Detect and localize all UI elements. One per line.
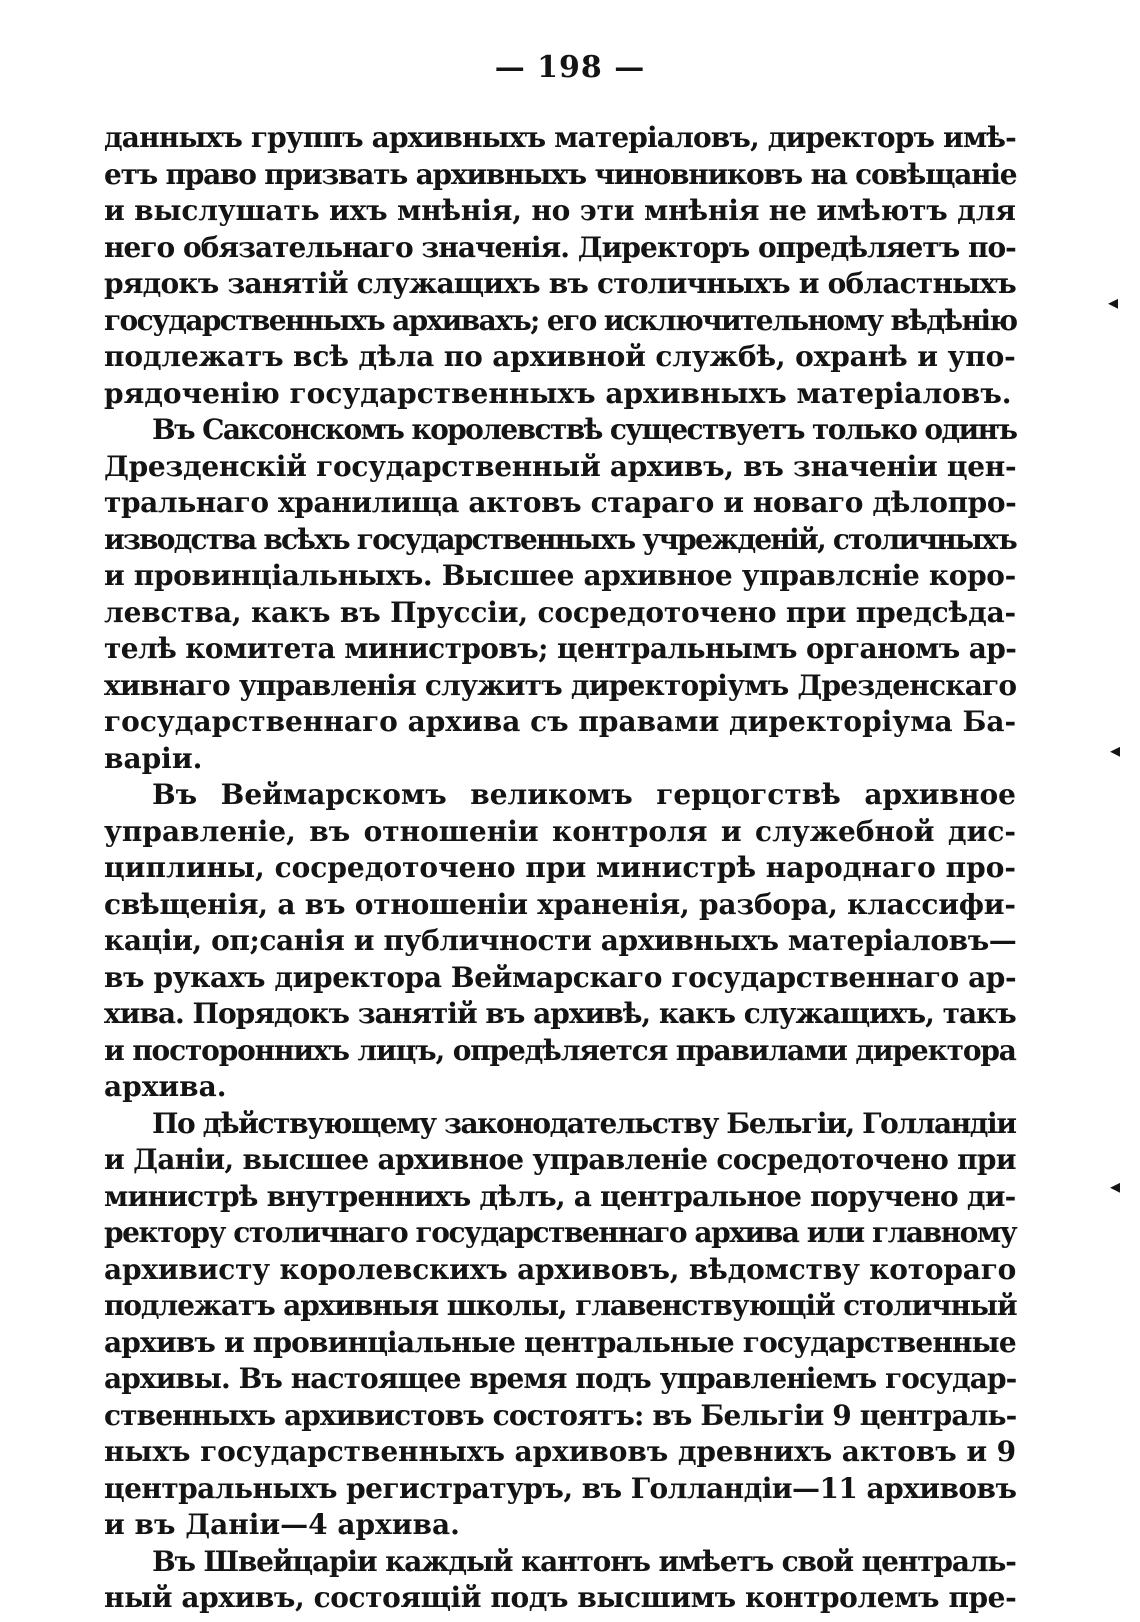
text-line: архивы. Въ настоящее время подъ управленіемъ государ- xyxy=(104,1362,1017,1395)
text-line: хива. Порядокъ занятій въ архивѣ, какъ служащихъ, такъ xyxy=(104,997,1016,1030)
text-line: управленіе, въ отношеніи контроля и служебной дис- xyxy=(104,814,1016,848)
text-line: центральныхъ регистратуръ, въ Голландіи—11 архивовъ xyxy=(104,1471,1017,1505)
text-line: ныхъ государственныхъ архивовъ древнихъ актовъ и 9 xyxy=(104,1435,1017,1468)
text-line: архива. xyxy=(104,1070,227,1103)
text-line: рядоченію государственныхъ архивныхъ матеріаловъ. xyxy=(104,376,1012,410)
text-line: данныхъ группъ архивныхъ матеріаловъ, директоръ имѣ- xyxy=(104,121,1016,154)
text-line: циплины, сосредоточено при министрѣ народнаго про- xyxy=(104,851,1016,884)
text-line: тральнаго хранилища актовъ стараго и новаго дѣлопро- xyxy=(104,486,1017,519)
text-line: въ рукахъ директора Веймарскаго государственнаго ар- xyxy=(104,960,1017,994)
body-text xyxy=(104,120,1016,1617)
text-line: хивнаго управленія служитъ директоріумъ Дрезденскаго xyxy=(104,668,1017,702)
margin-mark: ◂ xyxy=(1110,1174,1121,1198)
text-line: подлежатъ всѣ дѣла по архивной службѣ, охранѣ и упо- xyxy=(104,340,1016,373)
text-line: подлежатъ архивныя школы, главенствующій столичный xyxy=(104,1289,1017,1322)
text-line: архивъ и провинціальные центральные государственные xyxy=(104,1325,1016,1359)
text-line: каціи, оп;санія и публичности архивныхъ матеріаловъ— xyxy=(104,924,1017,957)
text-line: рядокъ занятій служащихъ въ столичныхъ и областныхъ xyxy=(104,267,1016,300)
margin-mark: ◂ xyxy=(1108,290,1119,314)
text-line: изводства всѣхъ государственныхъ учрежденій, столичныхъ xyxy=(104,522,1016,556)
text-line: телѣ комитета министровъ; центральнымъ органомъ ар- xyxy=(104,632,1017,665)
text-line: Въ Швейцаріи каждый кантонъ имѣетъ свой централь- xyxy=(152,1544,1016,1578)
text-line: ный архивъ, состоящій подъ высшимъ контролемъ пре- xyxy=(104,1581,1017,1614)
margin-mark: ◂ xyxy=(1110,738,1121,762)
text-line: министрѣ внутреннихъ дѣлъ, а центральное поручено ди- xyxy=(104,1179,1016,1213)
text-line: архивисту королевскихъ архивовъ, вѣдомству котораго xyxy=(104,1252,1017,1286)
text-line: него обязательнаго значенія. Директоръ опредѣляетъ по- xyxy=(104,230,1016,264)
text-line: етъ право призвать архивныхъ чиновниковъ на совѣщаніе xyxy=(104,157,1017,191)
text-line: левства, какъ въ Пруссіи, сосредоточено при предсѣда- xyxy=(104,595,1016,629)
text-line: и провинціальныхъ. Высшее архивное управлсніе коро- xyxy=(104,559,1016,592)
text-line: и Даніи, высшее архивное управленіе сосредоточено при xyxy=(104,1143,1016,1176)
text-line: государственныхъ архивахъ; его исключительному вѣдѣнію xyxy=(104,303,1017,337)
text-line: Въ Саксонскомъ королевствѣ существуетъ только одинъ xyxy=(152,413,1017,446)
page-number: — 198 — xyxy=(494,50,646,85)
text-line: ректору столичнаго государственнаго архива или главному xyxy=(104,1216,1017,1249)
text-line: и выслушать ихъ мнѣнія, но эти мнѣнія не имѣютъ для xyxy=(104,194,1016,227)
text-line: ственныхъ архивистовъ состоятъ: въ Бельгіи 9 централь- xyxy=(104,1398,1017,1432)
text-line: По дѣйствующему законодательству Бельгіи, Голландіи xyxy=(152,1106,1016,1140)
text-line: и постороннихъ лицъ, опредѣляется правилами директора xyxy=(104,1033,1016,1067)
text-line: государственнаго архива съ правами директоріума Ба- xyxy=(104,705,1017,738)
text-line: Дрезденскій государственный архивъ, въ значеніи цен- xyxy=(104,449,1017,483)
text-line: варіи. xyxy=(104,741,203,775)
text-line: свѣщенія, а въ отношеніи храненія, разбора, классифи- xyxy=(104,887,1016,921)
text-line: и въ Даніи—4 архива. xyxy=(104,1508,460,1541)
text-line: Въ Веймарскомъ великомъ герцогствѣ архивное xyxy=(152,778,1016,811)
